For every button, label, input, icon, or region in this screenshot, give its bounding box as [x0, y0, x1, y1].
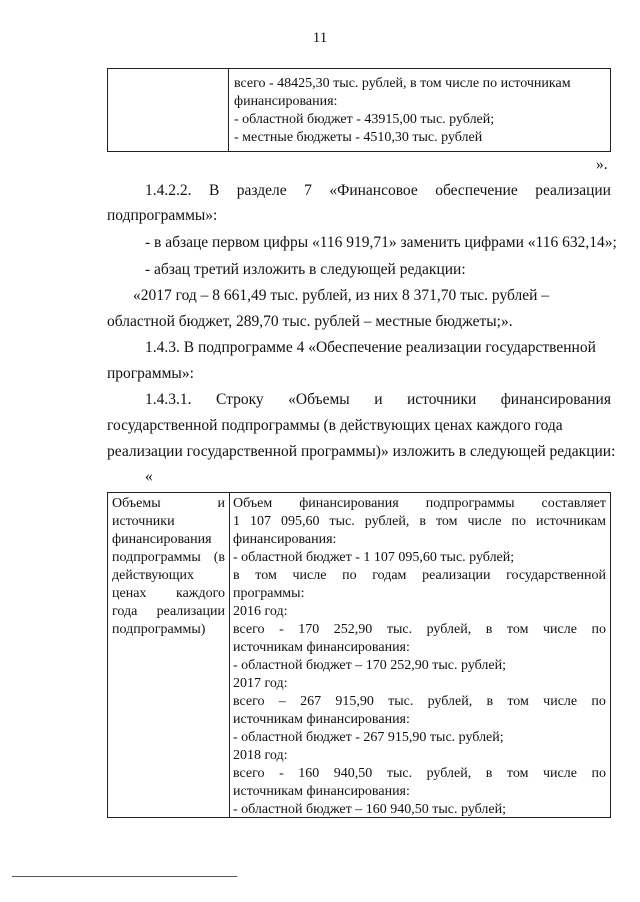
table-detail-line: программы:	[233, 586, 305, 601]
word: по	[511, 514, 526, 529]
word: 170	[298, 622, 320, 637]
table-detail-line: 2017 год:	[233, 676, 288, 691]
word: числе	[543, 694, 578, 709]
word: всего	[233, 694, 265, 709]
page-number: 11	[312, 30, 328, 46]
word: 107	[250, 514, 271, 529]
table-detail-line: финансирования:	[233, 532, 337, 547]
word: в	[485, 766, 493, 781]
table-cell-line: - областной бюджет - 43915,00 тыс. рублей;	[234, 112, 495, 127]
word: «Объемы	[288, 391, 350, 408]
word: том	[506, 766, 529, 781]
word: рублей,	[364, 514, 410, 529]
paragraph-1-4-3-1-line2: государственной подпрограммы (в действующих ценах каждого года	[107, 417, 563, 434]
word: 160	[298, 766, 320, 781]
word: в	[419, 514, 426, 529]
table-detail-line	[233, 765, 606, 783]
table-heading-line	[112, 513, 225, 531]
word: -	[279, 622, 284, 637]
word: рублей,	[426, 622, 472, 637]
word: числе	[542, 766, 577, 781]
opening-quote: «	[145, 468, 153, 485]
subprogram-funding-table	[107, 492, 611, 818]
word: в	[486, 694, 494, 709]
table-detail-line	[233, 513, 606, 531]
funding-table-fragment	[107, 68, 611, 152]
word: по	[591, 766, 606, 781]
table-cell-heading	[112, 495, 225, 639]
word: финансирования	[112, 532, 212, 547]
word: годам	[372, 568, 407, 583]
word: 1	[233, 514, 240, 529]
paragraph-1-4-3-1-line3: реализации государственной программы)» изложить в следующей редакции:	[107, 443, 616, 460]
quote-2017-line1: «2017 год – 8 661,49 тыс. рублей, из них 8 371,70 тыс. рублей –	[133, 287, 550, 304]
table-column-divider	[228, 69, 229, 151]
table-detail-line: - областной бюджет – 170 252,90 тыс. рублей;	[233, 658, 506, 673]
word: тыс.	[329, 514, 355, 529]
table-heading-line	[112, 567, 225, 585]
word: и	[217, 496, 225, 511]
word: всего	[233, 766, 265, 781]
word: подпрограммы)	[112, 622, 206, 637]
word: -	[279, 766, 284, 781]
word: подпрограммы	[425, 496, 515, 511]
table-detail-line	[233, 567, 606, 585]
table-detail-line: - областной бюджет – 160 940,50 тыс. рублей;	[233, 802, 506, 817]
word: том	[506, 622, 529, 637]
word: «Финансовое	[329, 182, 418, 199]
table-detail-line: источникам финансирования:	[233, 784, 410, 799]
word: реализации	[422, 568, 491, 583]
word: том	[435, 514, 458, 529]
word: 915,90	[335, 694, 374, 709]
paragraph-1-4-3-1-line1	[145, 391, 611, 409]
table-detail-line	[233, 693, 606, 711]
word: по	[591, 622, 606, 637]
footer-rule	[12, 876, 237, 877]
table-detail-line: - областной бюджет - 267 915,90 тыс. рублей;	[233, 730, 504, 745]
word: Объемы	[112, 496, 161, 511]
table-cell-funding	[234, 75, 606, 147]
word: рублей,	[427, 694, 473, 709]
word: по	[591, 694, 606, 709]
paragraph-1-4-2-2-line1	[145, 182, 611, 200]
table-detail-line: 2018 год:	[233, 748, 288, 763]
word: 267	[300, 694, 322, 709]
table-cell-line: - местные бюджеты - 4510,30 тыс. рублей	[234, 130, 483, 145]
table-detail-line	[233, 495, 606, 513]
quote-2017-line2: областной бюджет, 289,70 тыс. рублей – местные бюджеты;».	[107, 313, 513, 330]
word: тыс.	[388, 694, 414, 709]
word: том	[507, 694, 529, 709]
word: и	[374, 391, 383, 408]
word: 940,50	[333, 766, 373, 781]
table-heading-line	[112, 531, 225, 549]
word: действующих	[112, 568, 195, 583]
table-detail-line	[233, 621, 606, 639]
closing-quote: ».	[596, 156, 608, 173]
word: –	[278, 694, 286, 709]
word: Объем	[233, 496, 273, 511]
word: финансирования	[500, 391, 611, 408]
word: тыс.	[386, 766, 413, 781]
word: подпрограммы	[112, 550, 201, 565]
table-detail-line: источникам финансирования:	[233, 712, 410, 727]
word: года	[112, 604, 138, 619]
word: финансирования	[299, 496, 399, 511]
word: (в	[213, 550, 225, 565]
word: Строку	[215, 391, 264, 408]
bullet-third-paragraph: - абзац третий изложить в следующей редакции:	[145, 261, 466, 278]
word: реализации	[535, 182, 611, 199]
table-heading-line	[112, 585, 225, 603]
table-cell-line: всего - 48425,30 тыс. рублей, в том числе по источникам	[234, 76, 571, 91]
word: числе	[292, 568, 327, 583]
word: 095,60	[281, 514, 320, 529]
word: разделе	[236, 182, 287, 199]
word: реализации	[156, 604, 225, 619]
word: числе	[542, 622, 577, 637]
word: всего	[233, 622, 265, 637]
word: том	[255, 568, 277, 583]
word: составляет	[541, 496, 606, 511]
table-detail-line: - областной бюджет - 1 107 095,60 тыс. рублей;	[233, 550, 515, 565]
table-cell-funding-details	[233, 495, 606, 819]
word: числе	[467, 514, 502, 529]
word: источникам	[535, 514, 606, 529]
word: тыс.	[386, 622, 413, 637]
word: обеспечение	[435, 182, 518, 199]
bullet-replace-figures: - в абзаце первом цифры «116 919,71» заменить цифрами «116 632,14»;	[145, 234, 617, 251]
word: 1.4.2.2.	[145, 182, 192, 199]
word: источники	[112, 514, 175, 529]
paragraph-1-4-2-2-line2: подпрограммы»:	[107, 207, 218, 224]
table-heading-line	[112, 549, 225, 567]
table-detail-line: 2016 год:	[233, 604, 288, 619]
word: в	[485, 622, 493, 637]
table-heading-line	[112, 621, 225, 639]
table-detail-line: источникам финансирования:	[233, 640, 410, 655]
word: по	[342, 568, 357, 583]
word: государственной	[506, 568, 606, 583]
word: 252,90	[333, 622, 373, 637]
table-cell-line: финансирования:	[234, 94, 338, 109]
table-column-divider	[229, 493, 230, 817]
word: источники	[406, 391, 477, 408]
word: 1.4.3.1.	[145, 391, 192, 408]
word: В	[208, 182, 220, 199]
paragraph-1-4-3-line1: 1.4.3. В подпрограмме 4 «Обеспечение реализации государственной	[145, 339, 596, 356]
table-heading-line	[112, 495, 225, 513]
paragraph-1-4-3-line2: программы»:	[107, 365, 194, 382]
word: в	[233, 568, 240, 583]
table-heading-line	[112, 603, 225, 621]
word: рублей,	[426, 766, 472, 781]
word: 7	[304, 182, 312, 199]
word: каждого	[176, 586, 225, 601]
word: ценах	[112, 586, 147, 601]
